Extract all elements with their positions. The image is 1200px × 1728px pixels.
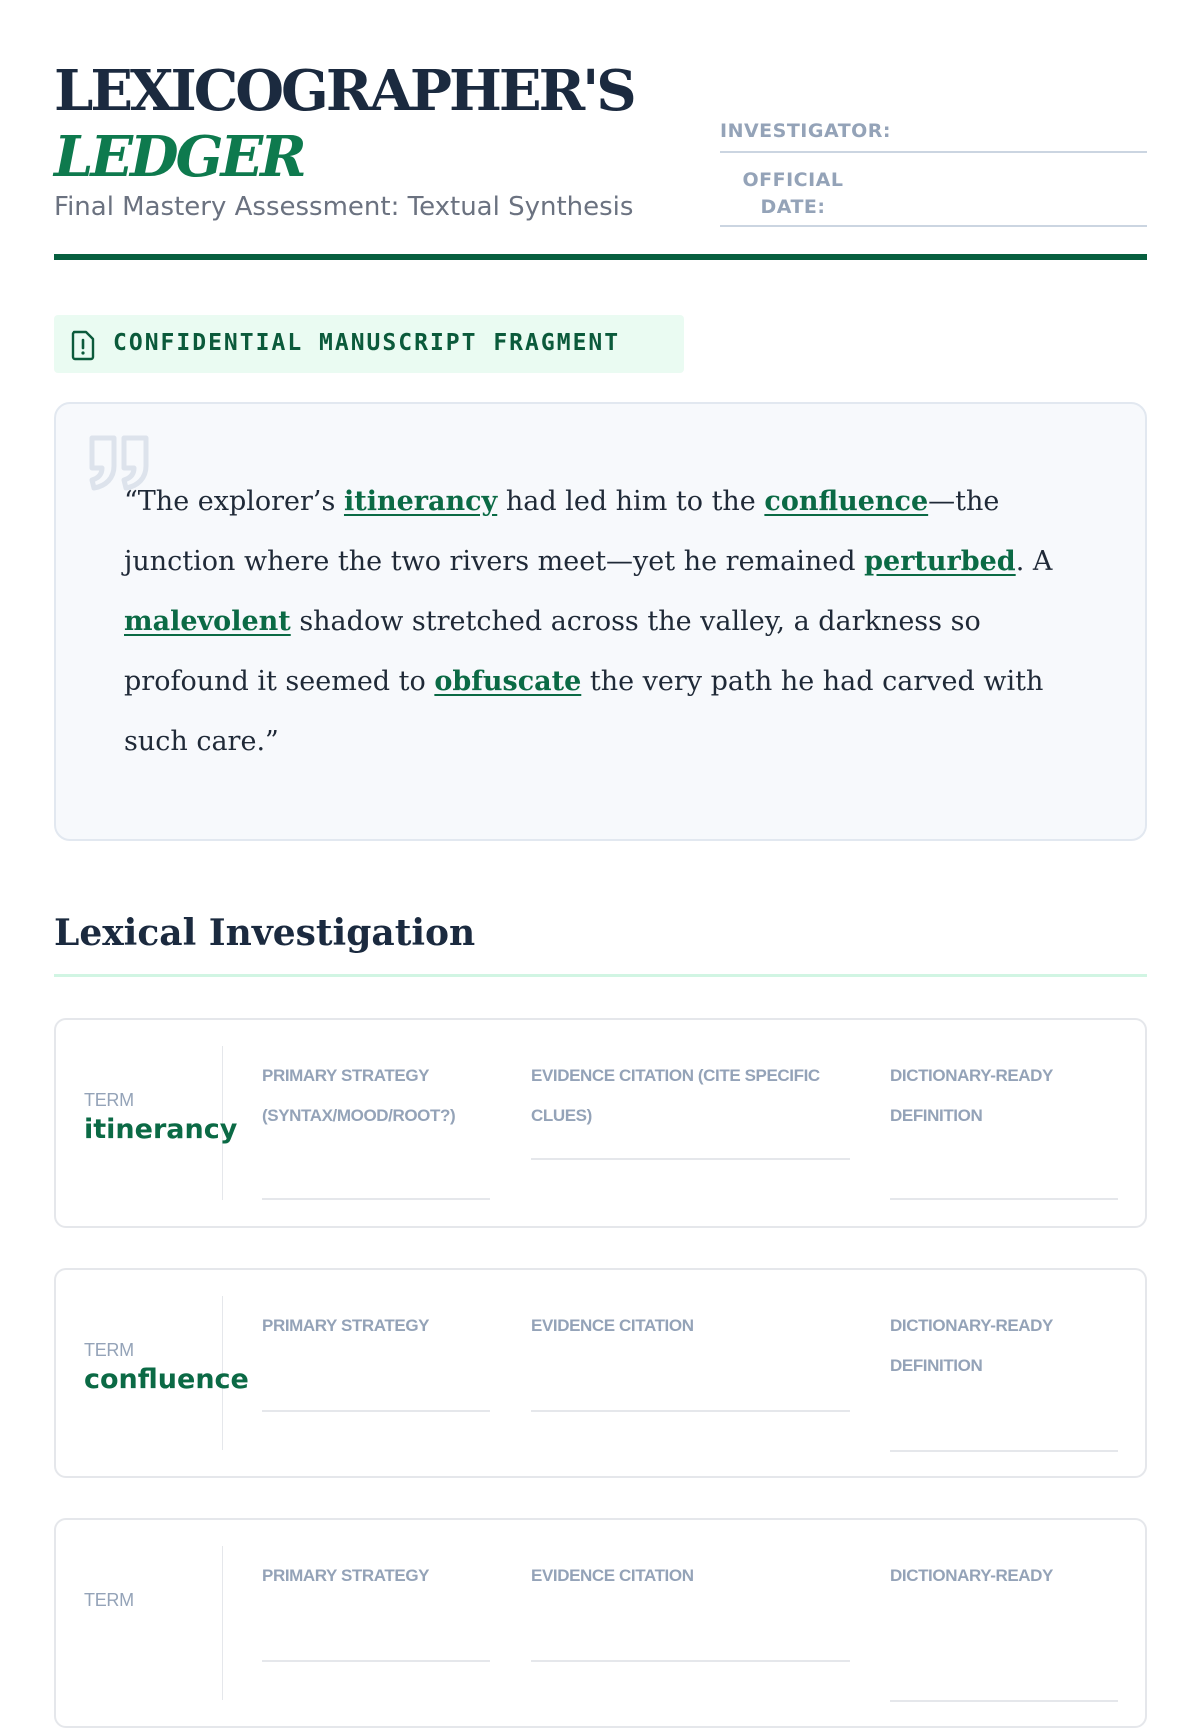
section-title: Lexical Investigation bbox=[54, 912, 476, 954]
primary-strategy-column bbox=[262, 1556, 490, 1596]
evidence-citation-input[interactable] bbox=[531, 1660, 850, 1662]
title-accent: LEDGER bbox=[54, 124, 304, 190]
evidence-citation-input[interactable] bbox=[531, 1410, 850, 1412]
term-word: itinerancy bbox=[84, 1114, 238, 1145]
section-divider bbox=[54, 974, 1147, 977]
passage-fragment: shadow stretched across the valley, a darkness so profound it seemed to bbox=[124, 606, 981, 697]
passage-fragment: “The explorer’s bbox=[124, 486, 344, 517]
term-card bbox=[54, 1018, 1147, 1228]
highlighted-term: itinerancy bbox=[343, 486, 498, 517]
term-card bbox=[54, 1518, 1147, 1728]
worksheet-header bbox=[54, 0, 1147, 262]
term-card bbox=[54, 1268, 1147, 1478]
evidence-citation-label: EVIDENCE CITATION bbox=[531, 1566, 694, 1585]
primary-strategy-input[interactable] bbox=[262, 1410, 490, 1412]
passage-fragment: had led him to the bbox=[497, 486, 765, 517]
definition-input[interactable] bbox=[890, 1450, 1118, 1452]
highlighted-term: obfuscate bbox=[434, 666, 582, 697]
evidence-citation-column bbox=[531, 1556, 850, 1596]
title-main: LEXICOGRAPHER'S bbox=[54, 58, 634, 124]
primary-strategy-label: PRIMARY STRATEGY bbox=[262, 1566, 430, 1585]
definition-label: DICTIONARY-READY DEFINITION bbox=[890, 1066, 1053, 1125]
evidence-citation-input[interactable] bbox=[531, 1158, 850, 1160]
evidence-citation-label: EVIDENCE CITATION (CITE SPECIFIC CLUES) bbox=[531, 1066, 820, 1125]
header-divider bbox=[54, 254, 1147, 260]
passage-fragment: . A bbox=[1015, 546, 1053, 577]
primary-strategy-input[interactable] bbox=[262, 1198, 490, 1200]
primary-strategy-column bbox=[262, 1056, 490, 1136]
highlighted-term: malevolent bbox=[124, 606, 291, 637]
highlighted-term: perturbed bbox=[864, 546, 1016, 577]
term-label: TERM bbox=[84, 1590, 134, 1610]
worksheet-page bbox=[54, 0, 1147, 1610]
official-date-field[interactable] bbox=[720, 165, 1147, 227]
definition-input[interactable] bbox=[890, 1198, 1118, 1200]
official-date-label: OFFICIAL DATE: bbox=[742, 169, 844, 218]
highlighted-term: confluence bbox=[764, 486, 929, 517]
primary-strategy-label: PRIMARY STRATEGY bbox=[262, 1316, 430, 1335]
definition-label: DICTIONARY-READY DEFINITION bbox=[890, 1316, 1053, 1375]
primary-strategy-label: PRIMARY STRATEGY (SYNTAX/MOOD/ROOT?) bbox=[262, 1066, 456, 1125]
manuscript-passage-card bbox=[54, 402, 1147, 841]
evidence-citation-column bbox=[531, 1306, 850, 1346]
evidence-citation-column bbox=[531, 1056, 850, 1136]
subtitle: Final Mastery Assessment: Textual Synthesis bbox=[54, 192, 634, 222]
term-label: TERM bbox=[84, 1340, 134, 1360]
term-word: confluence bbox=[84, 1364, 249, 1395]
document-alert-icon bbox=[68, 329, 98, 361]
passage-fragment: —the junction where the two rivers meet—yet he remained bbox=[124, 486, 1000, 577]
confidential-badge bbox=[54, 315, 684, 373]
investigator-label: INVESTIGATOR: bbox=[720, 120, 892, 142]
definition-input[interactable] bbox=[890, 1700, 1118, 1702]
passage-text bbox=[124, 472, 1084, 772]
investigator-field[interactable] bbox=[720, 118, 1147, 153]
definition-label: DICTIONARY-READY bbox=[890, 1566, 1053, 1585]
definition-column bbox=[890, 1556, 1118, 1596]
definition-column bbox=[890, 1056, 1118, 1136]
evidence-citation-label: EVIDENCE CITATION bbox=[531, 1316, 694, 1335]
definition-column bbox=[890, 1306, 1118, 1386]
term-column bbox=[56, 1546, 223, 1700]
passage-fragment: the very path he had carved with such care.” bbox=[124, 666, 1044, 757]
badge-text: CONFIDENTIAL MANUSCRIPT FRAGMENT bbox=[113, 330, 621, 356]
primary-strategy-input[interactable] bbox=[262, 1660, 490, 1662]
primary-strategy-column bbox=[262, 1306, 490, 1346]
term-label: TERM bbox=[84, 1090, 134, 1110]
